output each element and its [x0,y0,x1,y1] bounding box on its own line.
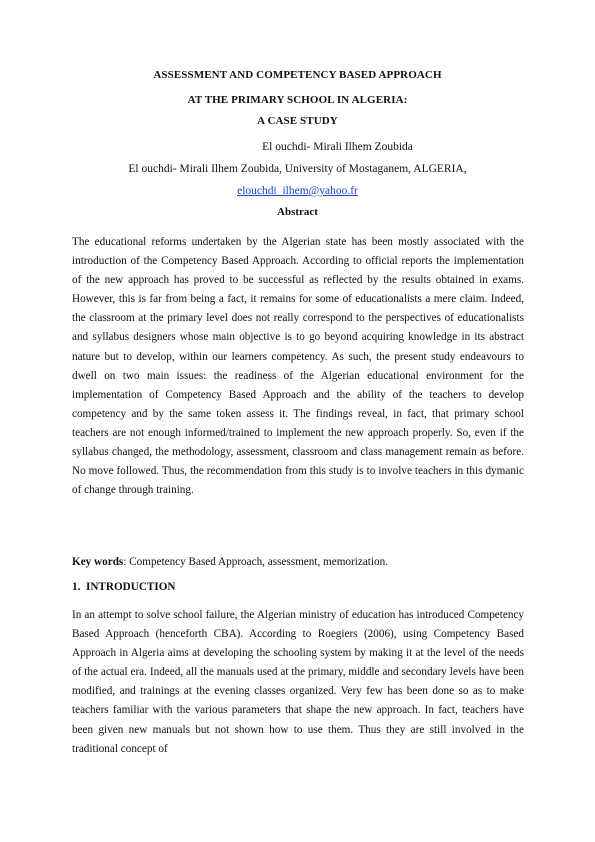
keywords-label: Key words [72,556,124,568]
author-name: El ouchdi- Mirali Ilhem Zoubida [262,141,413,153]
title-line-1: ASSESSMENT AND COMPETENCY BASED APPROACH [153,69,442,81]
abstract-paragraph: The educational reforms undertaken by the Algerian state has been mostly associated with the introduction of the Competency Based Approach. According to official reports the implementation of the new approach has proved to be successful as reflected by the results obtained in exams. However, this is far from being a fact, it remains for some of educationalists a mere claim. Indeed, the classroom at the primary level does not really correspond to the perspectives of educationalists and syllabus designers whose main objective is to go beyond acquiring knowledge in its abstract nature but to develop, within our learners competency. As such, the present study endeavours to dwell on two main issues: the readiness of the Algerian educational environment for the implementation of Competency Based Approach and the ability of the teachers to develop competency and by the same token assess it. The findings reveal, in fact, that primary school teachers are not enough informed/trained to implement the new approach properly. So, even if the syllabus changed, the methodology, assessment, classroom and class management remain as before. No move followed. Thus, the recommendation from this study is to involve teachers in this dymanic of change through training. [72,236,524,497]
author-affiliation: El ouchdi- Mirali Ilhem Zoubida, University of Mostaganem, ALGERIA, [128,163,467,175]
introduction-paragraph: In an attempt to solve school failure, the Algerian ministry of education has introduced Competency Based Approach (henceforth CBA). According to Roegiers (2006), using Competency Based Approach in Algeria aims at developing the schooling system by making it at the level of the needs of the actual era. Indeed, all the manuals used at the primary, middle and secondary levels have been modified, and trainings at the evening classes organized. Very few has been done so as to make teachers familiar with the various parameters that shape the new approach. In fact, teachers have been given new manuals but not shown how to use them. Thus they are still involved in the traditional concept of [72,609,524,755]
section-title: INTRODUCTION [85,581,176,593]
title-line-3: A CASE STUDY [257,115,338,127]
section-number: 1. [72,581,81,593]
author-email-line [0,185,595,197]
keywords-text: : Competency Based Approach, assessment, memorization. [123,556,388,568]
keywords-line [72,556,524,568]
title-line-2: AT THE PRIMARY SCHOOL IN ALGERIA: [187,94,408,106]
section-heading-introduction [72,581,176,593]
abstract-heading: Abstract [277,206,318,218]
author-email-link[interactable]: elouchdi_ilhem@yahoo.fr [237,185,358,197]
